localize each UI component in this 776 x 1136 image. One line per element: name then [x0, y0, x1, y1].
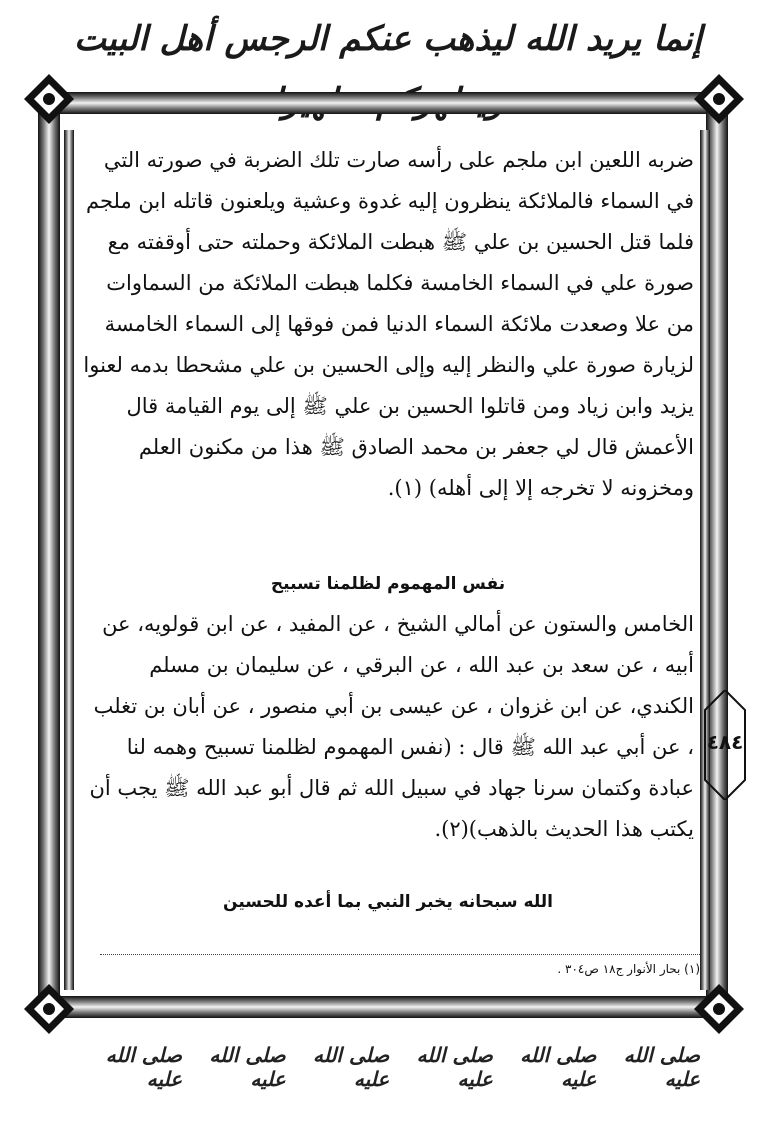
section3-heading-wrap: [82, 892, 694, 912]
frame-left-bar: [38, 110, 60, 1006]
corner-ornament-bottom-right: [694, 984, 744, 1034]
section2-heading: نفس المهموم لظلمنا تسبيح: [270, 574, 506, 594]
section2-heading-wrap: [82, 574, 694, 594]
frame-bottom-bar: [60, 996, 716, 1018]
corner-ornament-top-right: [694, 74, 744, 124]
calligraphy-tile: صلى الله عليه: [312, 1043, 390, 1091]
corner-ornament-bottom-left: [24, 984, 74, 1034]
calligraphy-tile: صلى الله عليه: [520, 1043, 597, 1091]
bottom-calligraphy-row: [90, 1032, 700, 1102]
section1-body: [82, 140, 694, 509]
header-band: [0, 0, 776, 88]
footnote: (١) بحار الأنوار ج١٨ ص٣٠٤ .: [557, 962, 700, 976]
calligraphy-tile: صلى الله عليه: [416, 1043, 493, 1091]
calligraphy-tile: صلى الله عليه: [623, 1043, 700, 1091]
section2-paragraph: الخامس والستون عن أمالي الشيخ ، عن المفيد ، عن ابن قولويه، عن أبيه ، عن سعد بن عبد الله ، عن البرقي ، عن سليمان بن مسلم الكندي، عن ابن غزوان ، عن عيسى بن أبي منصور ، عن أبان بن تغلب ، عن أبي عبد الله ﷺ قال : (نفس المهموم لظلمنا تسبيح وهمه لنا عبادة وكتمان سرنا جهاد في سبيل الله ثم قال أبو عبد الله ﷺ يجب أن يكتب هذا الحديث بالذهب)(٢).: [89, 612, 694, 841]
calligraphy-tile: صلى الله عليه: [105, 1043, 183, 1091]
corner-ornament-top-left: [24, 74, 74, 124]
section2-body: [82, 604, 694, 850]
frame-left-inner-bar: [64, 130, 74, 990]
header-calligraphy: إنما يريد الله ليذهب عنكم الرجس أهل البيت: [73, 19, 703, 59]
frame-right-inner-bar: [700, 130, 710, 990]
page-number: ٤٨٤: [706, 730, 744, 754]
footnote-divider: [100, 954, 700, 955]
section3-heading: الله سبحانه يخبر النبي بما أعده للحسين: [223, 892, 553, 912]
calligraphy-tile: صلى الله عليه: [209, 1043, 286, 1091]
frame-top-bar: [60, 92, 716, 114]
section1-paragraph: ضربه اللعين ابن ملجم على رأسه صارت تلك الضربة في صورته التي في السماء فالملائكة ينظرون إليه غدوة وعشية ويلعنون قاتله ابن ملجم فلما قتل الحسين بن علي ﷺ هبطت الملائكة وحملته حتى أوقفته مع صورة علي في السماء الخامسة فكلما هبطت الملائكة من السماوات من علا وصعدت ملائكة السماء الدنيا فمن فوقها إلى السماء الخامسة لزيارة صورة علي والنظر إليه وإلى الحسين بن علي مشحطا بدمه لعنوا يزيد وابن زياد ومن قاتلوا الحسين بن علي ﷺ إلى يوم القيامة قال الأعمش قال لي جعفر بن محمد الصادق ﷺ هذا من مكنون العلم ومخزونه لا تخرجه إلا إلى أهله) (١).: [83, 148, 694, 500]
